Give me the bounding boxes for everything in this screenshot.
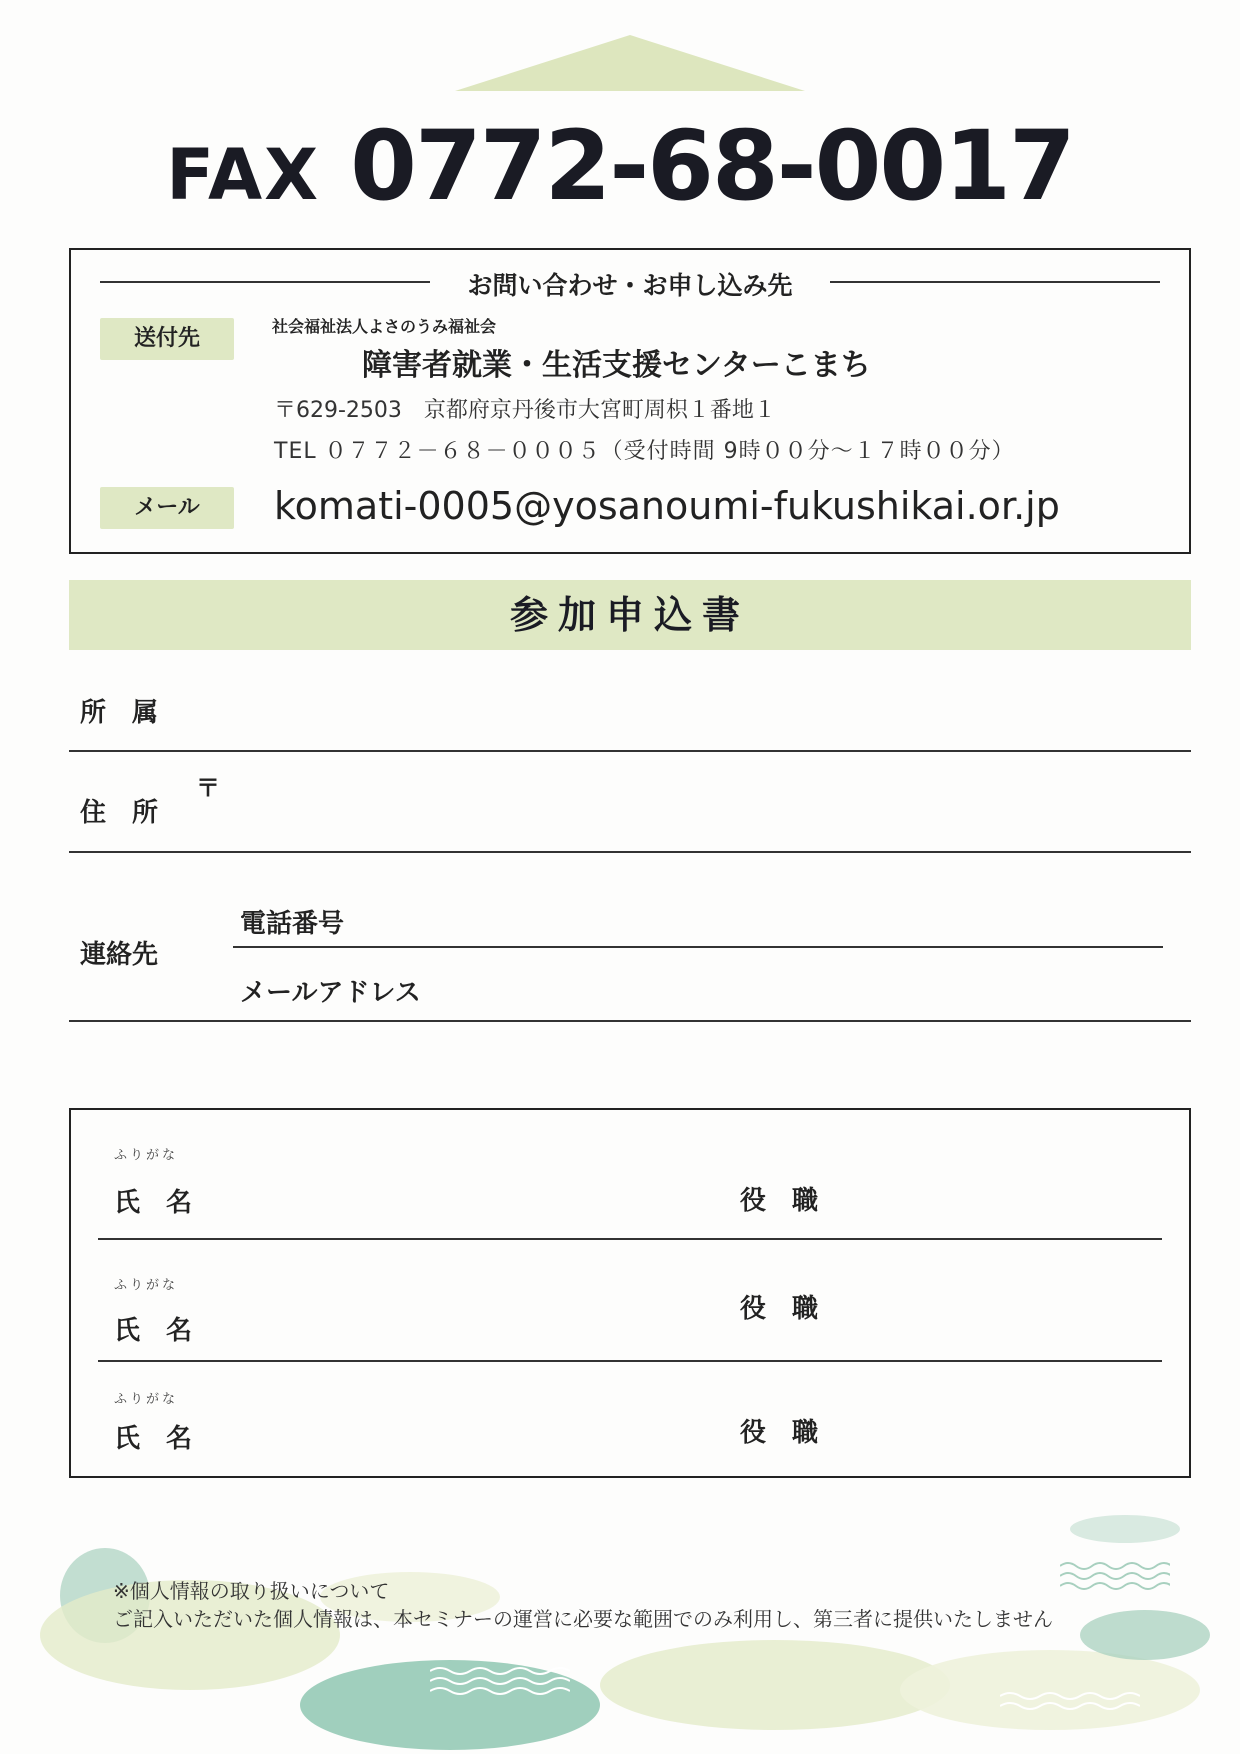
furigana-label: ふりがな: [114, 1148, 179, 1163]
contact-title-rule-right: [830, 281, 1160, 283]
form-title: 参加申込書: [509, 593, 750, 637]
org-center-name: 障害者就業・生活支援センターこまち: [362, 348, 871, 383]
contact-label: 連絡先: [80, 940, 159, 970]
header-triangle-decoration: [455, 35, 805, 91]
contact-field-line[interactable]: [69, 1020, 1191, 1022]
footer-wave-pattern: [1000, 1690, 1140, 1720]
footer-blob: [1080, 1610, 1210, 1660]
footer-wave-pattern: [430, 1665, 570, 1705]
affiliation-label: 所 属: [80, 698, 159, 728]
footer-wave-pattern: [1060, 1560, 1170, 1594]
footer-blob: [1070, 1515, 1180, 1543]
fax-number: 0772-68-0017: [350, 110, 1074, 222]
position-label: 役 職: [740, 1186, 819, 1216]
fax-header: [0, 110, 1240, 220]
mail-tag: メール: [100, 487, 234, 529]
attendee-row-divider: [98, 1238, 1162, 1240]
name-label: 氏 名: [114, 1424, 193, 1454]
footer-blob: [600, 1640, 950, 1730]
form-title-banner: [69, 580, 1191, 650]
email-label: メールアドレス: [240, 978, 421, 1008]
contact-title-rule-left: [100, 281, 430, 283]
name-label: 氏 名: [114, 1188, 193, 1218]
address-field-line[interactable]: [69, 851, 1191, 853]
furigana-label: ふりがな: [114, 1392, 179, 1407]
postal-mark: 〒: [196, 774, 220, 802]
contact-title: お問い合わせ・お申し込み先: [467, 271, 793, 300]
address: 〒629-2503 京都府京丹後市大宮町周枳１番地１: [274, 398, 776, 423]
telephone: TEL ０７７２－６８－０００５（受付時間 9時００分～１７時００分）: [274, 439, 1015, 464]
org-corporation: 社会福祉法人よさのうみ福祉会: [272, 317, 497, 336]
name-label: 氏 名: [114, 1316, 193, 1346]
attendee-box: [69, 1108, 1191, 1478]
send-to-tag: 送付先: [100, 318, 234, 360]
phone-field-line[interactable]: [233, 946, 1163, 948]
affiliation-field-line[interactable]: [69, 750, 1191, 752]
phone-label: 電話番号: [240, 909, 345, 939]
attendee-row-divider: [98, 1360, 1162, 1362]
address-label: 住 所: [80, 798, 159, 828]
position-label: 役 職: [740, 1418, 819, 1448]
furigana-label: ふりがな: [114, 1278, 179, 1293]
fax-label: FAX: [166, 134, 321, 216]
privacy-heading: ※個人情報の取り扱いについて: [113, 1579, 390, 1603]
position-label: 役 職: [740, 1294, 819, 1324]
privacy-body: ご記入いただいた個人情報は、本セミナーの運営に必要な範囲でのみ利用し、第三者に提供いたしません: [113, 1607, 1053, 1631]
contact-email[interactable]: komati-0005@yosanoumi-fukushikai.or.jp: [274, 484, 1060, 528]
